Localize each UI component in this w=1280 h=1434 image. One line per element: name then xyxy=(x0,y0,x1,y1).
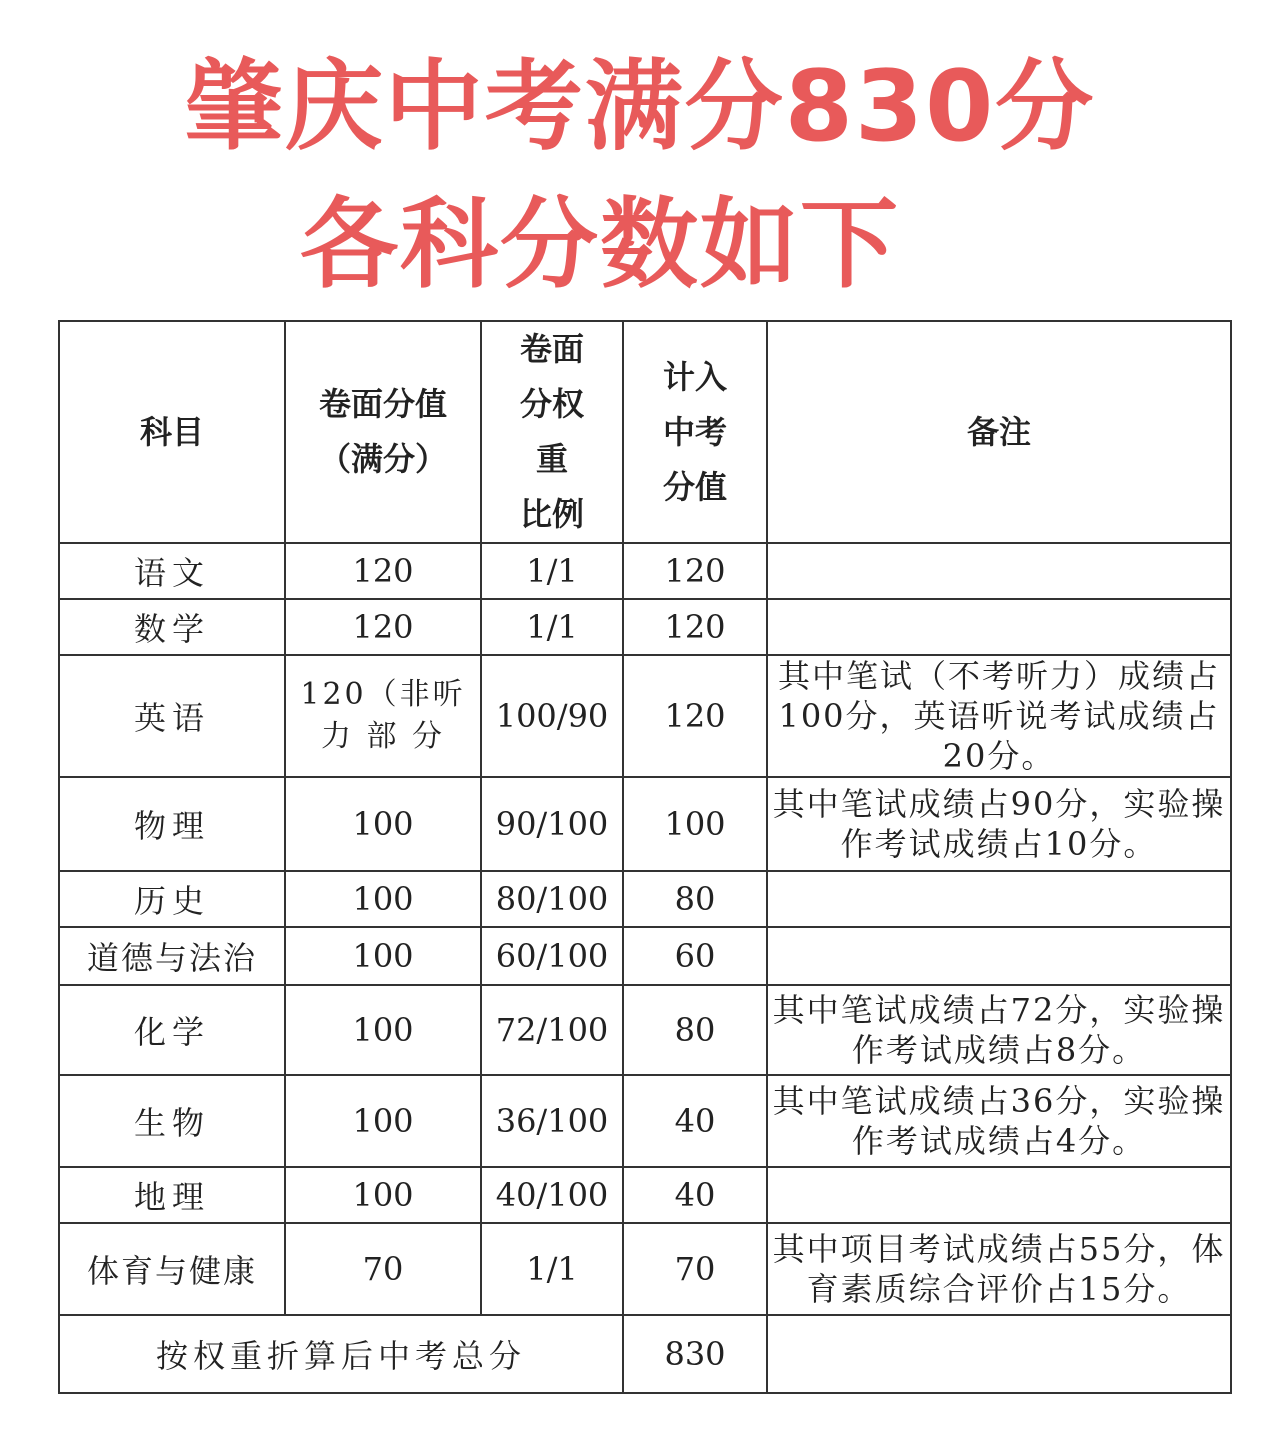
total-value: 830 xyxy=(623,1315,767,1393)
cell-weight: 60/100 xyxy=(481,927,623,985)
cell-subject: 语文 xyxy=(59,543,285,599)
cell-counted-score: 80 xyxy=(623,985,767,1075)
cell-counted-score: 120 xyxy=(623,543,767,599)
cell-subject: 化学 xyxy=(59,985,285,1075)
cell-counted-score: 40 xyxy=(623,1167,767,1223)
table-row xyxy=(59,1223,1231,1315)
cell-weight: 1/1 xyxy=(481,599,623,655)
cell-remark: 其中笔试成绩占90分，实验操作考试成绩占10分。 xyxy=(767,777,1231,871)
cell-remark xyxy=(767,927,1231,985)
cell-counted-score: 120 xyxy=(623,655,767,777)
cell-weight: 40/100 xyxy=(481,1167,623,1223)
table-row xyxy=(59,871,1231,927)
cell-paper-score: 100 xyxy=(285,871,481,927)
header-paper-score: 卷面分值 （满分） xyxy=(285,321,481,543)
cell-remark xyxy=(767,599,1231,655)
total-remark xyxy=(767,1315,1231,1393)
cell-remark: 其中笔试（不考听力）成绩占100分，英语听说考试成绩占20分。 xyxy=(767,655,1231,777)
header-remark: 备注 xyxy=(767,321,1231,543)
cell-paper-score: 100 xyxy=(285,1075,481,1167)
table-row xyxy=(59,599,1231,655)
cell-remark xyxy=(767,1167,1231,1223)
header-row xyxy=(59,321,1231,543)
cell-remark: 其中笔试成绩占72分，实验操作考试成绩占8分。 xyxy=(767,985,1231,1075)
cell-subject: 道德与法治 xyxy=(59,927,285,985)
cell-weight: 100/90 xyxy=(481,655,623,777)
table-row xyxy=(59,655,1231,777)
cell-paper-score: 100 xyxy=(285,927,481,985)
cell-counted-score: 80 xyxy=(623,871,767,927)
cell-weight: 80/100 xyxy=(481,871,623,927)
table-row xyxy=(59,985,1231,1075)
cell-subject: 物理 xyxy=(59,777,285,871)
cell-remark xyxy=(767,543,1231,599)
cell-counted-score: 120 xyxy=(623,599,767,655)
cell-paper-score: 100 xyxy=(285,985,481,1075)
cell-paper-score: 100 xyxy=(285,777,481,871)
cell-counted-score: 60 xyxy=(623,927,767,985)
header-weight: 卷面 分权 重 比例 xyxy=(481,321,623,543)
cell-subject: 历史 xyxy=(59,871,285,927)
cell-subject: 英语 xyxy=(59,655,285,777)
score-table xyxy=(58,320,1232,1394)
cell-paper-score: 100 xyxy=(285,1167,481,1223)
cell-counted-score: 70 xyxy=(623,1223,767,1315)
table-row xyxy=(59,777,1231,871)
header-subject: 科目 xyxy=(59,321,285,543)
cell-weight: 72/100 xyxy=(481,985,623,1075)
cell-counted-score: 100 xyxy=(623,777,767,871)
total-row xyxy=(59,1315,1231,1393)
cell-paper-score: 120（非听力 部 分 xyxy=(285,655,481,777)
cell-weight: 1/1 xyxy=(481,543,623,599)
table-row xyxy=(59,927,1231,985)
table-row xyxy=(59,543,1231,599)
cell-remark: 其中项目考试成绩占55分，体育素质综合评价占15分。 xyxy=(767,1223,1231,1315)
cell-paper-score: 120 xyxy=(285,599,481,655)
cell-remark: 其中笔试成绩占36分，实验操作考试成绩占4分。 xyxy=(767,1075,1231,1167)
header-counted-score: 计入 中考 分值 xyxy=(623,321,767,543)
title-line-1: 肇庆中考满分830分 xyxy=(184,50,1096,164)
total-label: 按权重折算后中考总分 xyxy=(59,1315,623,1393)
cell-counted-score: 40 xyxy=(623,1075,767,1167)
title-line-2: 各科分数如下 xyxy=(299,188,900,302)
cell-subject: 生物 xyxy=(59,1075,285,1167)
cell-paper-score: 120 xyxy=(285,543,481,599)
table-row xyxy=(59,1075,1231,1167)
cell-weight: 1/1 xyxy=(481,1223,623,1315)
cell-subject: 体育与健康 xyxy=(59,1223,285,1315)
cell-weight: 36/100 xyxy=(481,1075,623,1167)
cell-weight: 90/100 xyxy=(481,777,623,871)
cell-remark xyxy=(767,871,1231,927)
table-row xyxy=(59,1167,1231,1223)
cell-subject: 地理 xyxy=(59,1167,285,1223)
cell-paper-score: 70 xyxy=(285,1223,481,1315)
cell-subject: 数学 xyxy=(59,599,285,655)
